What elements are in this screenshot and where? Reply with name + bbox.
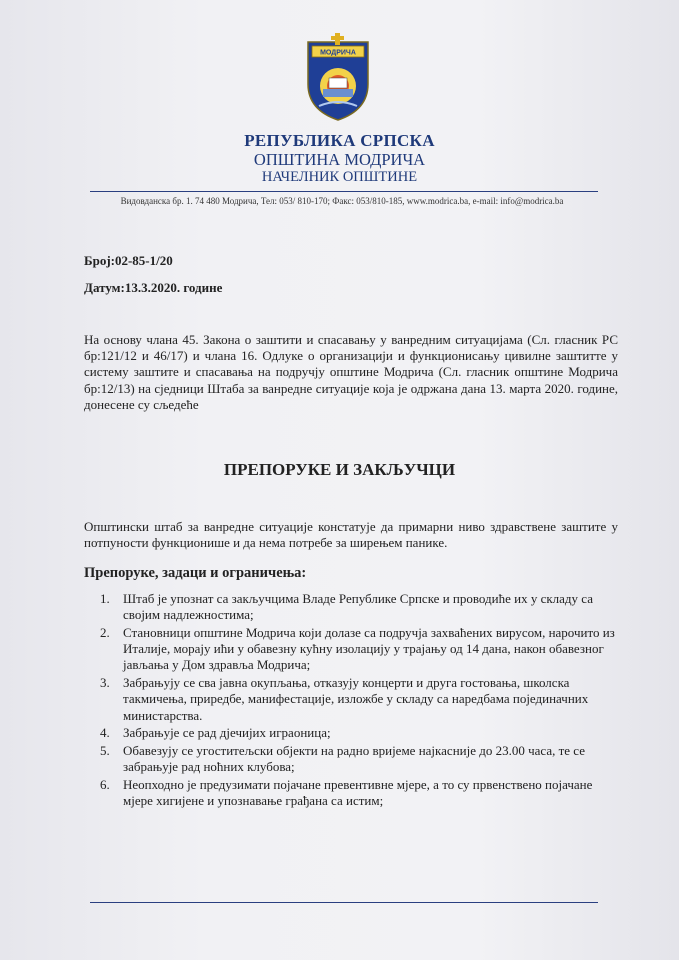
document-number: Број:02-85-1/20 — [84, 253, 173, 268]
list-item — [100, 725, 620, 741]
list-item — [100, 591, 620, 623]
item-number: 3. — [100, 675, 110, 691]
office-heading: НАЧЕЛНИК ОПШТИНЕ — [261, 169, 418, 185]
item-number: 5. — [100, 743, 110, 759]
item-number: 1. — [100, 591, 110, 606]
contact-line: Видовданска бр. 1. 74 480 Модрича, Тел: 053/ 810-170; Факс: 053/810-185, www.modrica.ba, e-mail: info@modrica.ba — [120, 196, 564, 206]
republic-heading: РЕПУБЛИКА СРПСКА — [244, 131, 435, 150]
item-text: Становници општине Модрича који долазе са подручја захваћених вирусом, нарочито из Италије, морају ићи у обавезну кућну изолацију у трајању од 14 дана, након обавезног јављања у Дом здравља Модрича; — [123, 625, 615, 673]
footer-divider — [90, 902, 598, 903]
municipality-coat-of-arms — [305, 32, 371, 122]
item-text: Забрањује се рад дјечијих играоница; — [123, 725, 331, 741]
list-item — [100, 675, 620, 724]
recommendations-list — [100, 591, 620, 811]
list-item — [100, 743, 620, 775]
header-divider — [90, 191, 598, 192]
item-number: 2. — [100, 625, 110, 640]
logo-text: МОДРИЧА — [320, 49, 356, 57]
item-number: 4. — [100, 725, 110, 741]
document-title: ПРЕПОРУКЕ И ЗАКЉУЧЦИ — [223, 460, 456, 479]
statement-paragraph: Општински штаб за ванредне ситуације констатује да примарни ниво здравствене заштите у потпуности функционише и да нема потребе за ширењем панике. — [84, 519, 618, 551]
item-text: Забрањују се сва јавна окупљања, отказују концерти и друга гостовања, школска такмичења, приредбе, манифестације, изложбе у складу са наредбама појединачних министарства. — [123, 675, 589, 723]
item-text: Обавезују се угоститељски објекти на радно вријеме најкасније до 23.00 часа, те се забрањује рад ноћних клубова; — [123, 743, 586, 775]
item-text: Штаб је упознат са закључцима Владе Републике Српске и проводиће их у складу са својим надлежностима; — [123, 591, 593, 623]
item-number: 6. — [100, 777, 110, 793]
document-date: Датум:13.3.2020. године — [84, 280, 223, 295]
item-text: Неопходно је предузимати појачане превентивне мјере, а то су првенствено појачане мјере хигијене и упознавање грађана са истим; — [123, 777, 593, 809]
municipality-heading: ОПШТИНА МОДРИЧА — [253, 150, 426, 169]
list-item — [100, 625, 620, 674]
intro-paragraph: На основу члана 45. Закона о заштити и спасавању у ванредним ситуацијама (Сл. гласник РС бр:121/12 и 46/17) и члана 16. Одлуке о организацији и функционисању цивилне заштитте у систему заштите и спасавања на подручју општине Модрича (Сл. гласник општине Модрича бр:12/13) на сједници Штаба за ванредне ситуације која је одржана дана 13. марта 2020. године, донесене су сљедеће — [84, 332, 618, 412]
list-item — [100, 777, 620, 809]
recommendations-subheading: Препоруке, задаци и ограничења: — [84, 565, 307, 581]
